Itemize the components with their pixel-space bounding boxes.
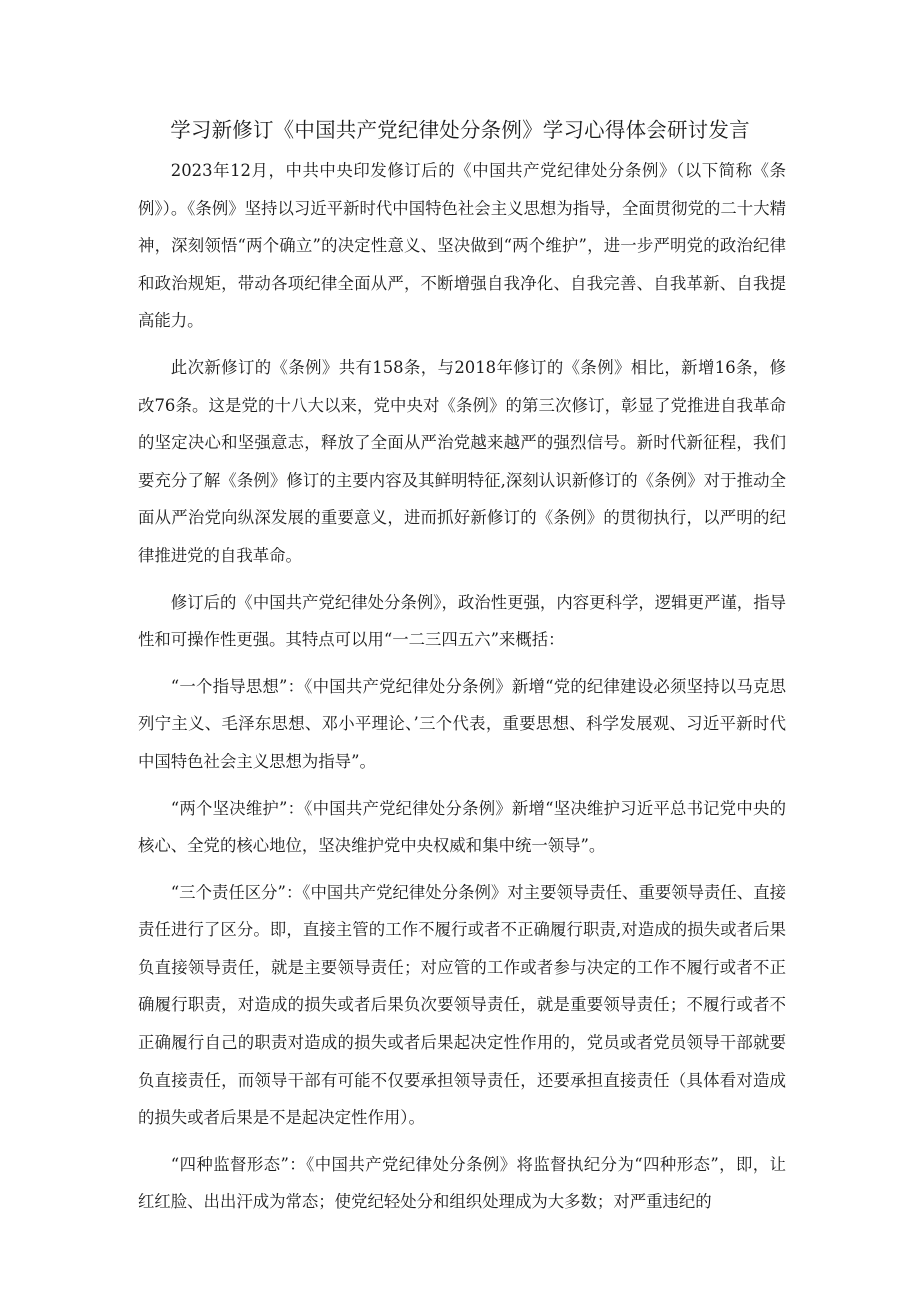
paragraph-four-forms: “四种监督形态”：《中国共产党纪律处分条例》将监督执纪分为“四种形态”，即，让红红脸、出出汗成为常态；使党纪轻处分和组织处理成为大多数；对严重违纪的	[138, 1154, 786, 1212]
paragraph-revision-stats: 此次新修订的《条例》共有158条，与2018年修订的《条例》相比，新增16条，修改76条。这是党的十八大以来，党中央对《条例》的第三次修订，彰显了党推进自我革命的坚定决心和坚强意志，释放了全面从严治党越来越严的强烈信号。新时代新征程，我们要充分了解《条例》修订的主要内容及其鲜明特征,深刻认识新修订的《条例》对于推动全面从严治党向纵深发展的重要意义，进而抓好新修订的《条例》的贯彻执行，以严明的纪律推进党的自我革命。	[138, 357, 786, 565]
document-body	[138, 152, 786, 1221]
paragraph-one-guiding-thought: “一个指导思想”：《中国共产党纪律处分条例》新增“党的纪律建设必须坚持以马克思列宁主义、毛泽东思想、邓小平理论、’三个代表，重要思想、科学发展观、习近平新时代中国特色社会主义思想为指导”。	[138, 676, 786, 771]
paragraph-features-summary: 修订后的《中国共产党纪律处分条例》，政治性更强，内容更科学，逻辑更严谨，指导性和可操作性更强。其特点可以用“一二三四五六”来概括：	[138, 592, 786, 650]
paragraph-two-safeguards: “两个坚决维护”：《中国共产党纪律处分条例》新增“坚决维护习近平总书记党中央的核心、全党的核心地位，坚决维护党中央权威和集中统一领导”。	[138, 798, 786, 856]
paragraph-intro: 2023年12月，中共中央印发修订后的《中国共产党纪律处分条例》（以下简称《条例》）。《条例》坚持以习近平新时代中国特色社会主义思想为指导，全面贯彻党的二十大精神，深刻领悟“两个确立”的决定性意义、坚决做到“两个维护”，进一步严明党的政治纪律和政治规矩，带动各项纪律全面从严，不断增强自我净化、自我完善、自我革新、自我提高能力。	[138, 161, 786, 331]
document-title: 学习新修订《中国共产党纪律处分条例》学习心得体会研讨发言	[170, 118, 750, 142]
paragraph-three-responsibilities: “三个责任区分”：《中国共产党纪律处分条例》对主要领导责任、重要领导责任、直接责任进行了区分。即，直接主管的工作不履行或者不正确履行职责,对造成的损失或者后果负直接领导责任，就是主要领导责任；对应管的工作或者参与决定的工作不履行或者不正确履行职责，对造成的损失或者后果负次要领导责任，就是重要领导责任；不履行或者不正确履行自己的职责对造成的损失或者后果起决定性作用的，党员或者党员领导干部就要负直接责任，而领导干部有可能不仅要承担领导责任，还要承担直接责任（具体看对造成的损失或者后果是不是起决定性作用）。	[138, 882, 786, 1128]
